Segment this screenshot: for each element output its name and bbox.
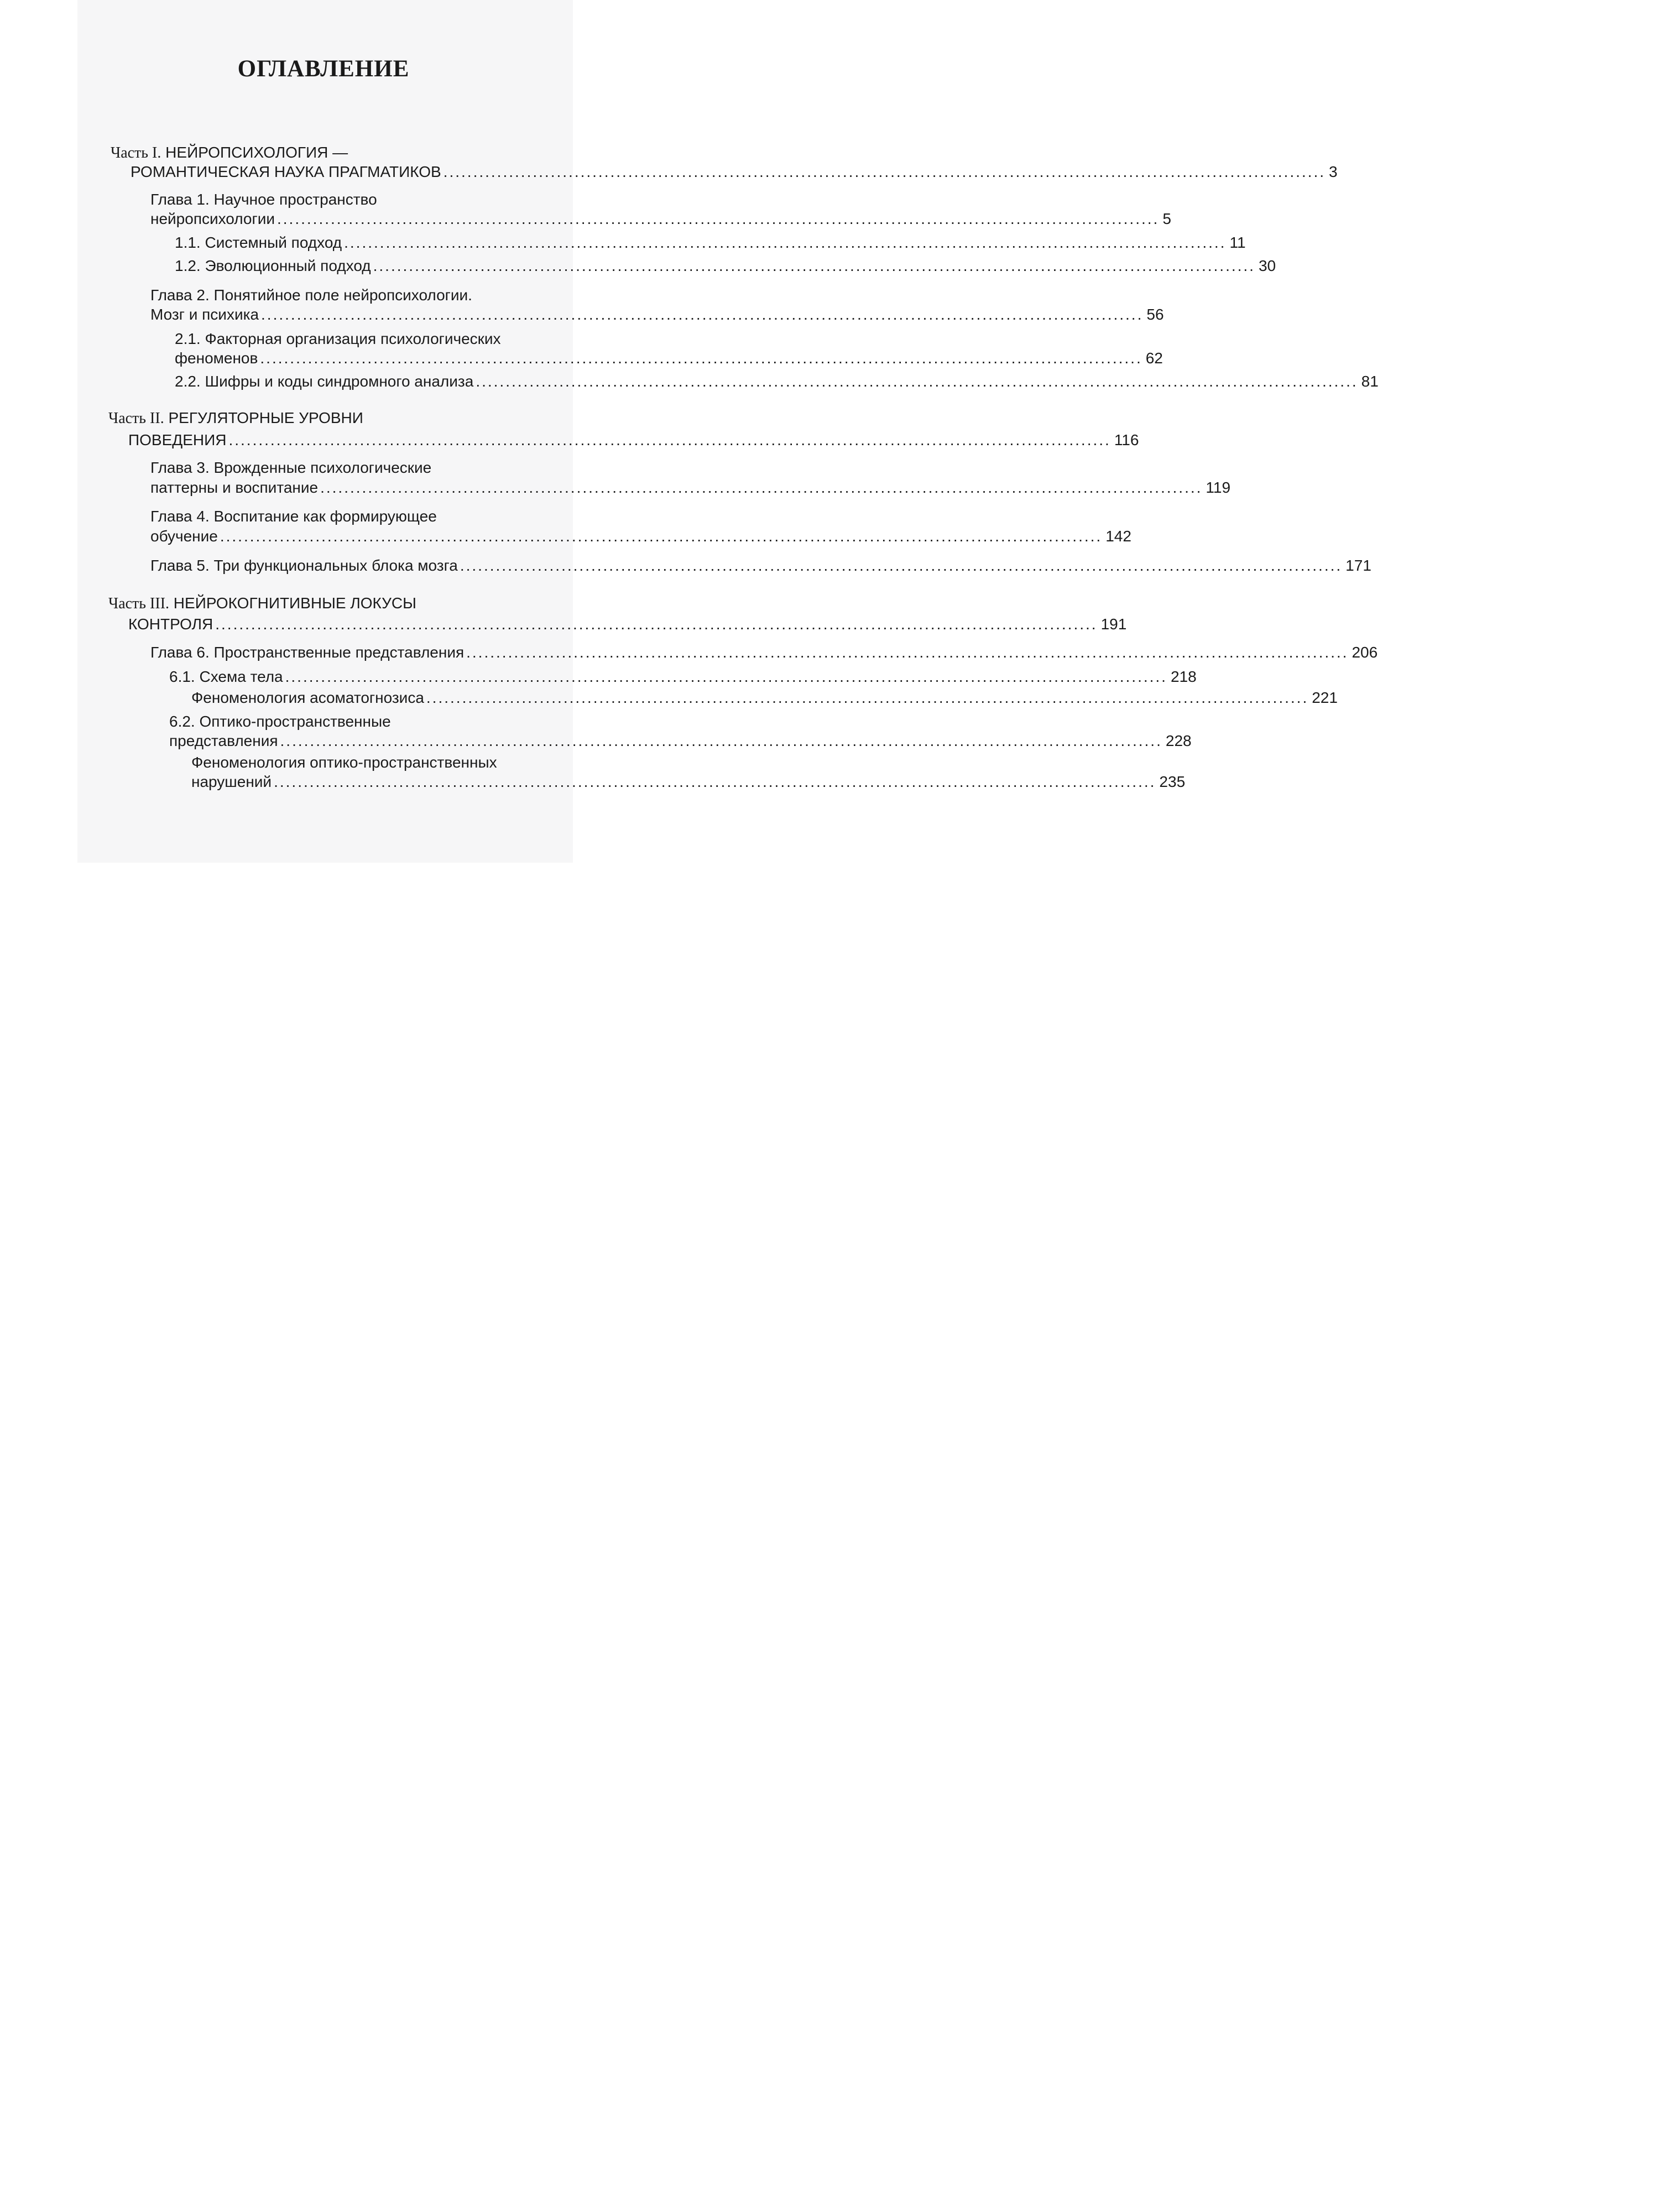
chapter-4-title-line1: Глава 4. Воспитание как формирующее [150, 508, 437, 525]
dot-leader: .................................................................................................................................................... [320, 479, 1203, 496]
dot-leader: .................................................................................................................................................... [344, 234, 1227, 251]
toc-entry-section-6-2-phenomenology[interactable] [191, 773, 1186, 791]
section-1-1-title: 1.1. Системный подход [175, 234, 342, 251]
dot-leader: .................................................................................................................................................... [274, 773, 1156, 790]
dot-leader: .................................................................................................................................................... [373, 257, 1255, 274]
page-number: 3 [1329, 163, 1338, 180]
page-number: 81 [1361, 373, 1379, 390]
toc-entry-chapter-3[interactable] [150, 479, 1231, 497]
toc-entry-chapter-6[interactable] [150, 644, 1378, 661]
page-number: 62 [1145, 349, 1163, 367]
section-6-2-subtitle-line1: Феноменология оптико-пространственных [191, 754, 497, 771]
part-3-title-line1: НЕЙРОКОГНИТИВНЫЕ ЛОКУСЫ [169, 594, 416, 612]
page-number: 218 [1170, 668, 1197, 685]
section-1-2-title: 1.2. Эволюционный подход [175, 257, 371, 274]
section-2-1-title-line2: феноменов [175, 349, 258, 367]
chapter-2-title-line1: Глава 2. Понятийное поле нейропсихологии. [150, 286, 472, 304]
toc-entry-section-2-1[interactable] [175, 349, 1163, 367]
page-number: 191 [1100, 615, 1127, 633]
section-2-1-title-line1: 2.1. Факторная организация психологических [175, 330, 501, 347]
toc-entry-part-1[interactable] [131, 163, 1338, 181]
toc-entry-section-1-2[interactable] [175, 257, 1276, 275]
toc-entry-chapter-4[interactable] [150, 528, 1131, 545]
page-number: 171 [1345, 557, 1371, 574]
part-2-heading [108, 409, 363, 427]
chapter-6-title: Глава 6. Пространственные представления [150, 644, 465, 661]
dot-leader: .................................................................................................................................................... [276, 210, 1160, 227]
dot-leader: .................................................................................................................................................... [466, 644, 1349, 661]
part-1-heading [111, 144, 348, 162]
part-1-title-line2: РОМАНТИЧЕСКАЯ НАУКА ПРАГМАТИКОВ [131, 163, 441, 180]
toc-entry-chapter-5[interactable] [150, 557, 1371, 575]
chapter-2-title-line2: Мозг и психика [150, 306, 259, 323]
toc-entry-section-1-1[interactable] [175, 234, 1246, 252]
chapter-1-title-line2: нейропсихологии [150, 210, 275, 227]
chapter-4-title-line2: обучение [150, 528, 218, 545]
part-1-prefix: Часть I. [111, 144, 161, 161]
section-6-2-title-line2: представления [169, 732, 278, 749]
toc-entry-section-6-1-phenomenology[interactable] [191, 689, 1338, 707]
page-number: 221 [1312, 689, 1338, 706]
dot-leader: .................................................................................................................................................... [220, 528, 1103, 545]
dot-leader: .................................................................................................................................................... [280, 732, 1162, 749]
section-6-2-title-line1: 6.2. Оптико-пространственные [169, 713, 391, 730]
page-title: ОГЛАВЛЕНИЕ [237, 56, 410, 82]
part-3-prefix: Часть III. [108, 595, 170, 612]
section-2-2-title: 2.2. Шифры и коды синдромного анализа [175, 373, 474, 390]
toc-entry-section-6-1[interactable] [169, 668, 1197, 686]
dot-leader: .................................................................................................................................................... [285, 668, 1167, 685]
section-6-1-title: 6.1. Схема тела [169, 668, 283, 685]
dot-leader: .................................................................................................................................................... [476, 373, 1358, 390]
toc-entry-chapter-2[interactable] [150, 306, 1164, 324]
page-number: 228 [1165, 732, 1192, 749]
page-number: 119 [1206, 479, 1231, 496]
toc-entry-chapter-1[interactable] [150, 210, 1171, 228]
chapter-1-title-line1: Глава 1. Научное пространство [150, 191, 377, 208]
page-number: 5 [1162, 210, 1171, 227]
part-3-title-line2: КОНТРОЛЯ [128, 615, 213, 633]
page-number: 116 [1114, 431, 1139, 448]
page-number: 206 [1352, 644, 1378, 661]
part-2-title-line1: РЕГУЛЯТОРНЫЕ УРОВНИ [164, 409, 363, 426]
toc-entry-part-3[interactable] [128, 615, 1127, 633]
part-2-title-line2: ПОВЕДЕНИЯ [128, 431, 227, 448]
section-6-1-subtitle: Феноменология асоматогнозиса [191, 689, 424, 706]
chapter-3-title-line2: паттерны и воспитание [150, 479, 319, 496]
section-6-2-subtitle-line2: нарушений [191, 773, 272, 790]
part-2-prefix: Часть II. [108, 410, 164, 427]
page-number: 142 [1105, 528, 1131, 545]
toc-entry-part-2[interactable] [128, 431, 1139, 449]
toc-entry-section-2-2[interactable] [175, 373, 1379, 390]
page-number: 235 [1159, 773, 1186, 790]
chapter-3-title-line1: Глава 3. Врожденные психологические [150, 459, 432, 476]
dot-leader: .................................................................................................................................................... [228, 431, 1111, 448]
dot-leader: .................................................................................................................................................... [426, 689, 1309, 706]
dot-leader: .................................................................................................................................................... [215, 615, 1098, 633]
chapter-5-title: Глава 5. Три функциональных блока мозга [150, 557, 458, 574]
dot-leader: .................................................................................................................................................... [460, 557, 1343, 574]
dot-leader: .................................................................................................................................................... [260, 349, 1142, 367]
page-number: 56 [1146, 306, 1164, 323]
page-number: 11 [1229, 234, 1246, 251]
dot-leader: .................................................................................................................................................... [443, 163, 1326, 180]
dot-leader: .................................................................................................................................................... [261, 306, 1144, 323]
toc-entry-section-6-2[interactable] [169, 732, 1192, 750]
part-3-heading [108, 594, 416, 613]
part-1-title-line1: НЕЙРОПСИХОЛОГИЯ — [161, 144, 348, 161]
page-number: 30 [1258, 257, 1276, 274]
